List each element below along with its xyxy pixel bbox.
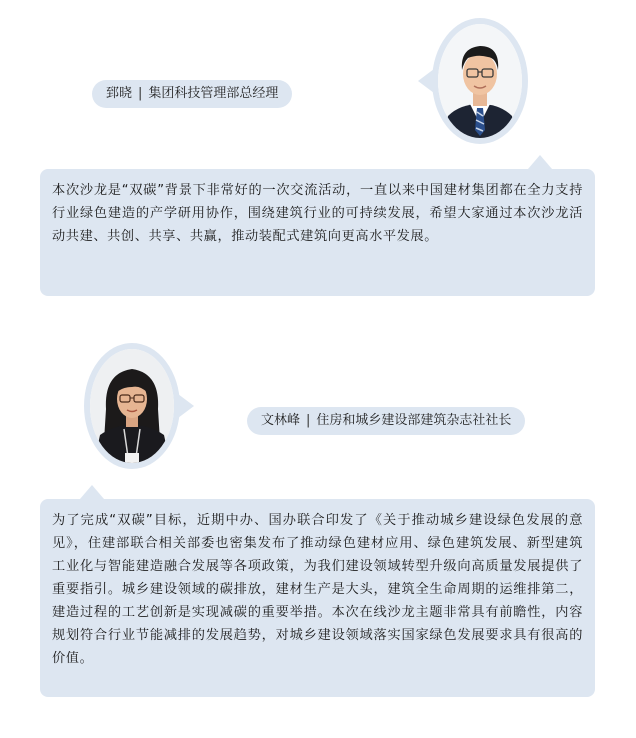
speaker-1-quote-text: 本次沙龙是“双碳”背景下非常好的一次交流活动，一直以来中国建材集团都在全力支持行业绿色建造的产学研用协作，围绕建筑行业的可持续发展，希望大家通过本次沙龙活动共建、共创、共享、共赢，推动装配式建筑向更高水平发展。	[52, 183, 583, 244]
speaker-2-title: 住房和城乡建设部建筑杂志社社长	[316, 413, 512, 428]
speaker-2-avatar	[84, 343, 180, 469]
speaker-2-quote	[40, 499, 595, 697]
speaker-1-separator: |	[138, 86, 143, 101]
speaker-2-quote-text: 为了完成“双碳”目标，近期中办、国办联合印发了《关于推动城乡建设绿色发展的意见》，住建部联合相关部委也密集发布了推动绿色建材应用、绿色建筑发展、新型建筑工业化与智能建造融合发展等各项政策，为我们建设领域转型升级向高质量发展提供了重要指引。城乡建设领域的碳排放，建材生产是大头，建筑全生命周期的运维排第二，建造过程的工艺创新是实现减碳的重要举措。本次在线沙龙主题非常具有前瞻性，内容规划符合行业节能减排的发展趋势，对城乡建设领域落实国家绿色发展要求具有很高的价值。	[52, 513, 583, 666]
female-speaker-portrait-icon	[90, 349, 174, 463]
speaker-2-name: 文林峰	[261, 413, 301, 428]
speaker-1-avatar	[432, 18, 528, 144]
male-speaker-portrait-icon	[438, 24, 522, 138]
speaker-2-avatar-pointer	[178, 394, 194, 418]
speaker-2-quote-notch	[80, 485, 104, 499]
speaker-1-name: 郅晓	[106, 86, 133, 101]
speaker-2-separator: |	[306, 413, 311, 428]
speaker-1-name-tag	[92, 80, 292, 108]
speaker-1-title: 集团科技管理部总经理	[148, 86, 279, 101]
speaker-2-name-tag	[247, 407, 525, 435]
speaker-1-quote-notch	[528, 155, 552, 169]
speaker-1-quote	[40, 169, 595, 296]
